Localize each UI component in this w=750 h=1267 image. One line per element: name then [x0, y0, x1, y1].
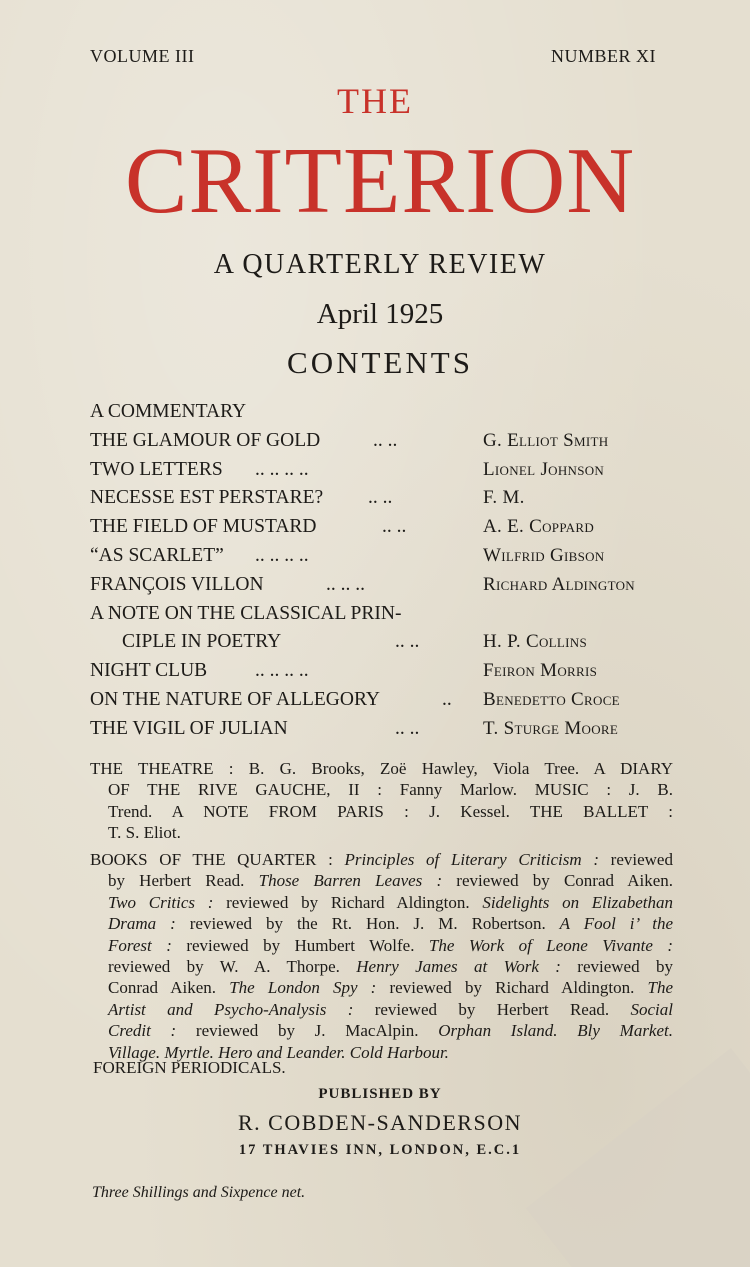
- text-line: reviewed by W. A. Thorpe. Henry James at Work : reviewed by: [108, 956, 673, 976]
- toc-row: [90, 715, 690, 744]
- toc-title: “AS SCARLET”: [90, 544, 224, 566]
- toc-row: [90, 513, 690, 542]
- toc-leader: .. .. .. ..: [255, 458, 309, 480]
- price-note: Three Shillings and Sixpence net.: [92, 1184, 306, 1201]
- toc-author: Benedetto Croce: [483, 688, 620, 710]
- text-line: THE THEATRE : B. G. Brooks, Zoë Hawley, Viola Tree. A DIARY: [90, 759, 673, 778]
- toc-leader: .. ..: [382, 516, 407, 538]
- toc-row: [90, 484, 690, 513]
- toc-leader: .. ..: [395, 717, 420, 739]
- toc-leader: .. ..: [368, 487, 393, 509]
- toc-row: [90, 600, 690, 629]
- toc-leader: .. ..: [373, 429, 398, 451]
- toc-author: H. P. Collins: [483, 631, 587, 653]
- toc-title: A NOTE ON THE CLASSICAL PRIN-: [90, 602, 402, 624]
- toc-row: [90, 542, 690, 571]
- text-line: Two Critics : reviewed by Richard Aldington. Sidelights on Elizabethan: [108, 892, 673, 912]
- toc-author: Richard Aldington: [483, 573, 635, 595]
- toc-row: [90, 571, 690, 600]
- text-line: Village. Myrtle. Hero and Leander. Cold Harbour.: [108, 1042, 449, 1062]
- text-line: Credit : reviewed by J. MacAlpin. Orphan Island. Bly Market.: [108, 1021, 674, 1041]
- toc-author: G. Elliot Smith: [483, 429, 609, 451]
- published-by-label: PUBLISHED BY: [318, 1086, 442, 1102]
- publisher-name: R. COBDEN-SANDERSON: [238, 1110, 522, 1135]
- number-label: NUMBER XI: [551, 46, 657, 66]
- issue-date: April 1925: [316, 298, 444, 330]
- toc-author: Feiron Morris: [483, 660, 598, 682]
- toc-author: Lionel Johnson: [483, 458, 605, 480]
- toc-title: THE GLAMOUR OF GOLD: [90, 429, 321, 451]
- text-line: T. S. Eliot.: [108, 823, 181, 843]
- text-line: Artist and Psycho-Analysis : reviewed by Herbert Read. Social: [108, 999, 673, 1019]
- toc-title: TWO LETTERS: [90, 458, 223, 480]
- toc-leader: .. ..: [395, 631, 420, 653]
- toc-author: F. M.: [483, 487, 525, 509]
- toc-title: NECESSE EST PERSTARE?: [90, 487, 324, 509]
- text-line: Forest : reviewed by Humbert Wolfe. The Work of Leone Vivante :: [108, 935, 673, 955]
- toc-leader: .. .. ..: [326, 573, 365, 595]
- toc-leader: .. .. .. ..: [255, 544, 309, 566]
- toc-title: NIGHT CLUB: [90, 660, 208, 682]
- masthead-subtitle: A QUARTERLY REVIEW: [213, 249, 547, 280]
- toc-title: FRANÇOIS VILLON: [90, 573, 264, 595]
- text-line: BOOKS OF THE QUARTER : Principles of Literary Criticism : reviewed: [90, 850, 673, 869]
- toc-author: Wilfrid Gibson: [483, 544, 605, 566]
- toc-row: [90, 628, 690, 657]
- foreign-periodicals: FOREIGN PERIODICALS.: [93, 1058, 286, 1077]
- toc-author: A. E. Coppard: [483, 516, 595, 538]
- toc-row: [90, 398, 690, 427]
- toc-row: [90, 456, 690, 485]
- toc-title: ON THE NATURE OF ALLEGORY: [90, 688, 380, 710]
- toc-title: CIPLE IN POETRY: [122, 631, 282, 653]
- toc-title: THE FIELD OF MUSTARD: [90, 516, 317, 538]
- contents-heading: CONTENTS: [287, 345, 473, 380]
- table-of-contents: [90, 398, 690, 744]
- text-line: Drama : reviewed by the Rt. Hon. J. M. Robertson. A Fool i’ the: [108, 914, 673, 934]
- volume-label: VOLUME III: [90, 46, 195, 66]
- text-line: Conrad Aiken. The London Spy : reviewed by Richard Aldington. The: [108, 978, 674, 998]
- toc-row: [90, 657, 690, 686]
- toc-title: A COMMENTARY: [90, 401, 247, 422]
- text-line: by Herbert Read. Those Barren Leaves : reviewed by Conrad Aiken.: [108, 871, 674, 891]
- publisher-address: 17 THAVIES INN, LONDON, E.C.1: [238, 1142, 522, 1158]
- toc-author: T. Sturge Moore: [483, 717, 619, 739]
- toc-leader: ..: [442, 688, 452, 710]
- masthead-the: THE: [337, 81, 413, 121]
- masthead-title: CRITERION: [124, 129, 636, 233]
- toc-leader: .. .. .. ..: [255, 660, 309, 682]
- toc-row: [90, 427, 690, 456]
- text-line: OF THE RIVE GAUCHE, II : Fanny Marlow. MUSIC : J. B.: [108, 780, 673, 800]
- toc-title: THE VIGIL OF JULIAN: [90, 717, 288, 739]
- toc-row: [90, 686, 690, 715]
- books-of-the-quarter: [90, 849, 673, 1063]
- text-line: Trend. A NOTE FROM PARIS : J. Kessel. THE BALLET :: [108, 801, 673, 821]
- theatre-section: [90, 758, 673, 844]
